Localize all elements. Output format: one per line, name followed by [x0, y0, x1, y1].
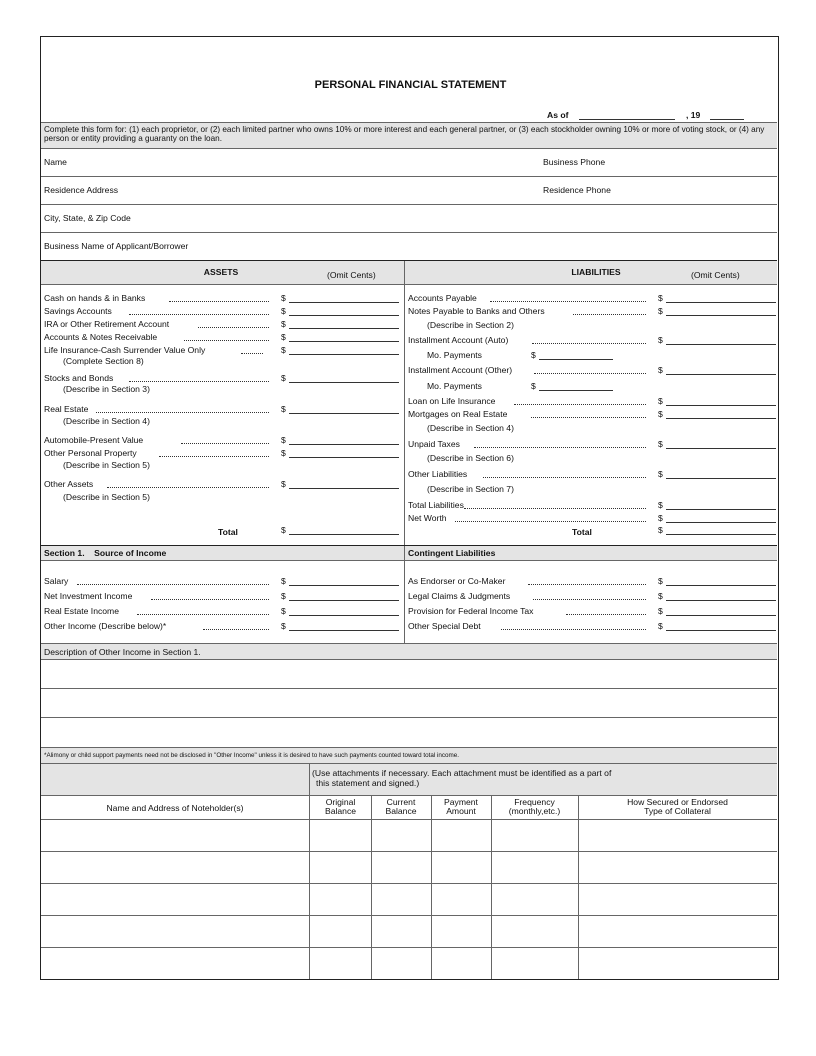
liability-row-note: (Describe in Section 4): [427, 423, 514, 433]
col-current-balance: [371, 798, 431, 816]
mortgages-field[interactable]: [666, 418, 776, 419]
contingent-currency: $: [658, 576, 663, 586]
other-income-desc-line[interactable]: [41, 660, 777, 688]
contingent-currency: $: [658, 621, 663, 631]
asset-row-note: (Complete Section 8): [63, 356, 144, 366]
liability-row-label: Other Liabilities: [408, 469, 468, 479]
income-row-label: Other Income (Describe below)*: [44, 621, 167, 631]
asset-currency: $: [281, 332, 286, 342]
liability-currency: $: [658, 513, 663, 523]
instructions-text: Complete this form for: (1) each proprietor, or (2) each limited partner who owns 10% or more interest and each general partner, or (3) each stockholder owning 10% or more of voting stock, or (4) any person or entity providing a guaranty on the loan.: [44, 125, 765, 144]
col-line: (monthly,etc.): [508, 806, 561, 816]
asset-currency: $: [281, 319, 286, 329]
noteholder-row[interactable]: [41, 884, 777, 915]
liability-currency: $: [658, 500, 663, 510]
year-field[interactable]: [710, 119, 744, 120]
asset-currency: $: [281, 345, 286, 355]
liability-currency: $: [658, 439, 663, 449]
asset-row-label: Life Insurance-Cash Surrender Value Only: [44, 345, 206, 355]
asset-row-label: Real Estate: [44, 404, 89, 414]
col-payment-amount: [431, 798, 491, 816]
residence-address-field[interactable]: [41, 177, 777, 204]
legal-claims-field[interactable]: [666, 600, 776, 601]
assets-omit-cents: (Omit Cents): [327, 270, 376, 280]
special-debt-field[interactable]: [666, 630, 776, 631]
notes-payable-field[interactable]: [666, 315, 776, 316]
personal-property-field[interactable]: [289, 457, 399, 458]
form-title: PERSONAL FINANCIAL STATEMENT: [314, 79, 507, 91]
asset-row-note: (Describe in Section 3): [63, 384, 150, 394]
other-liabilities-field[interactable]: [666, 478, 776, 479]
section1-heading: Section 1. Source of Income: [44, 548, 167, 558]
liability-currency: $: [658, 469, 663, 479]
liability-row-label: Total Liabilities: [408, 500, 464, 510]
asset-row-note: (Describe in Section 5): [63, 492, 150, 502]
business-phone-label: Business Phone: [543, 157, 606, 167]
liability-row-label: Loan on Life Insurance: [408, 396, 496, 406]
asset-row-label: Other Assets: [44, 479, 94, 489]
residence-address-label: Residence Address: [44, 185, 119, 195]
col-line: Balance: [385, 806, 417, 816]
life-insurance-loan-field[interactable]: [666, 405, 776, 406]
liability-row-label: Notes Payable to Banks and Others: [408, 306, 545, 316]
liability-currency: $: [658, 525, 663, 535]
business-name-field[interactable]: [41, 233, 777, 260]
liability-row-note: (Describe in Section 6): [427, 453, 514, 463]
alimony-footnote: *Alimony or child support payments need not be disclosed in "Other Income" unless it is desired to have such payments counted toward total income.: [44, 752, 460, 759]
asset-row-label: Stocks and Bonds: [44, 373, 114, 383]
city-state-zip-field[interactable]: [41, 205, 777, 232]
asset-currency: $: [281, 373, 286, 383]
attachment-note-line1: (Use attachments if necessary. Each attachment must be identified as a part of: [312, 768, 612, 778]
col-collateral: [578, 798, 777, 816]
auto-monthly-payment-field[interactable]: [539, 359, 613, 360]
liability-row-note: (Describe in Section 2): [427, 320, 514, 330]
col-line: Original: [325, 797, 356, 807]
contingent-currency: $: [658, 591, 663, 601]
asset-row-label: Other Personal Property: [44, 448, 137, 458]
liability-row-note: (Describe in Section 7): [427, 484, 514, 494]
noteholder-row[interactable]: [41, 916, 777, 947]
asset-currency: $: [281, 404, 286, 414]
asset-currency: $: [281, 306, 286, 316]
life-insurance-field[interactable]: [289, 354, 399, 355]
col-line: Amount: [446, 806, 476, 816]
liabilities-total-label: Total: [572, 527, 592, 537]
net-worth-field[interactable]: [666, 522, 776, 523]
liability-sub-label: Mo. Payments: [427, 381, 482, 391]
as-of-date-field[interactable]: [579, 119, 675, 120]
salary-field[interactable]: [289, 585, 399, 586]
endorser-field[interactable]: [666, 585, 776, 586]
savings-field[interactable]: [289, 315, 399, 316]
asset-row-label: Cash on hands & in Banks: [44, 293, 146, 303]
personal-financial-statement-form: [40, 36, 779, 980]
noteholder-row[interactable]: [41, 852, 777, 883]
liability-currency: $: [531, 350, 536, 360]
residence-phone-label: Residence Phone: [543, 185, 611, 195]
other-income-field[interactable]: [289, 630, 399, 631]
liability-currency: $: [658, 396, 663, 406]
asset-row-note: (Describe in Section 5): [63, 460, 150, 470]
income-currency: $: [281, 621, 286, 631]
assets-liabilities-header: [41, 261, 777, 284]
liability-currency: $: [658, 409, 663, 419]
liability-currency: $: [658, 365, 663, 375]
contingent-heading: Contingent Liabilities: [408, 548, 496, 558]
asset-currency: $: [281, 448, 286, 458]
col-noteholder: Name and Address of Noteholder(s): [106, 803, 244, 813]
name-label: Name: [44, 157, 67, 167]
liabilities-heading: LIABILITIES: [571, 267, 621, 277]
real-estate-income-field[interactable]: [289, 615, 399, 616]
contingent-row-label: Legal Claims & Judgments: [408, 591, 511, 601]
ira-field[interactable]: [289, 328, 399, 329]
liability-row-label: Net Worth: [408, 513, 447, 523]
col-line: Type of Collateral: [644, 806, 711, 816]
cash-field[interactable]: [289, 302, 399, 303]
unpaid-taxes-field[interactable]: [666, 448, 776, 449]
city-state-zip-label: City, State, & Zip Code: [44, 213, 131, 223]
investment-income-field[interactable]: [289, 600, 399, 601]
federal-tax-field[interactable]: [666, 615, 776, 616]
col-line: Frequency: [514, 797, 555, 807]
liability-row-label: Installment Account (Other): [408, 365, 513, 375]
assets-heading: ASSETS: [203, 267, 239, 277]
contingent-currency: $: [658, 606, 663, 616]
col-line: Current: [386, 797, 416, 807]
asset-currency: $: [281, 525, 286, 535]
stocks-bonds-field[interactable]: [289, 382, 399, 383]
income-row-label: Real Estate Income: [44, 606, 119, 616]
liability-row-label: Accounts Payable: [408, 293, 477, 303]
other-monthly-payment-field[interactable]: [539, 390, 613, 391]
contingent-row-label: Provision for Federal Income Tax: [408, 606, 534, 616]
asset-currency: $: [281, 479, 286, 489]
col-original-balance: [310, 798, 371, 816]
assets-total-field[interactable]: [289, 534, 399, 535]
liability-currency: $: [531, 381, 536, 391]
liability-row-label: Unpaid Taxes: [408, 439, 460, 449]
real-estate-field[interactable]: [289, 413, 399, 414]
total-liabilities-field[interactable]: [666, 509, 776, 510]
col-line: How Secured or Endorsed: [627, 797, 728, 807]
liability-sub-label: Mo. Payments: [427, 350, 482, 360]
income-row-label: Net Investment Income: [44, 591, 133, 601]
installment-other-field[interactable]: [666, 374, 776, 375]
contingent-row-label: Other Special Debt: [408, 621, 481, 631]
liability-currency: $: [658, 306, 663, 316]
income-row-label: Salary: [44, 576, 69, 586]
assets-total-label: Total: [218, 527, 238, 537]
noteholder-row[interactable]: [41, 820, 777, 851]
accounts-payable-field[interactable]: [666, 302, 776, 303]
asset-row-label: IRA or Other Retirement Account: [44, 319, 170, 329]
col-frequency: [491, 798, 578, 816]
liability-currency: $: [658, 335, 663, 345]
liability-row-label: Mortgages on Real Estate: [408, 409, 508, 419]
other-income-desc-line[interactable]: [41, 718, 777, 747]
automobile-field[interactable]: [289, 444, 399, 445]
asset-row-label: Automobile-Present Value: [44, 435, 144, 445]
income-currency: $: [281, 576, 286, 586]
other-income-desc-label: Description of Other Income in Section 1.: [44, 647, 201, 657]
year-prefix: , 19: [686, 110, 701, 120]
asset-currency: $: [281, 293, 286, 303]
col-line: Payment: [444, 797, 478, 807]
liabilities-omit-cents: (Omit Cents): [691, 270, 740, 280]
asset-row-note: (Describe in Section 4): [63, 416, 150, 426]
name-field[interactable]: [41, 149, 777, 176]
asset-row-label: Accounts & Notes Receivable: [44, 332, 158, 342]
noteholder-row[interactable]: [41, 948, 777, 978]
other-assets-field[interactable]: [289, 488, 399, 489]
liability-currency: $: [658, 293, 663, 303]
attachment-note-line2: this statement and signed.): [316, 778, 420, 788]
asset-row-label: Savings Accounts: [44, 306, 112, 316]
asset-currency: $: [281, 435, 286, 445]
contingent-row-label: As Endorser or Co-Maker: [408, 576, 506, 586]
income-currency: $: [281, 591, 286, 601]
receivables-field[interactable]: [289, 341, 399, 342]
col-line: Balance: [324, 806, 357, 816]
installment-auto-field[interactable]: [666, 344, 776, 345]
income-currency: $: [281, 606, 286, 616]
other-income-desc-line[interactable]: [41, 689, 777, 717]
liabilities-total-field[interactable]: [666, 534, 776, 535]
as-of-label: As of: [547, 110, 569, 120]
business-name-label: Business Name of Applicant/Borrower: [44, 241, 189, 251]
liability-row-label: Installment Account (Auto): [408, 335, 509, 345]
